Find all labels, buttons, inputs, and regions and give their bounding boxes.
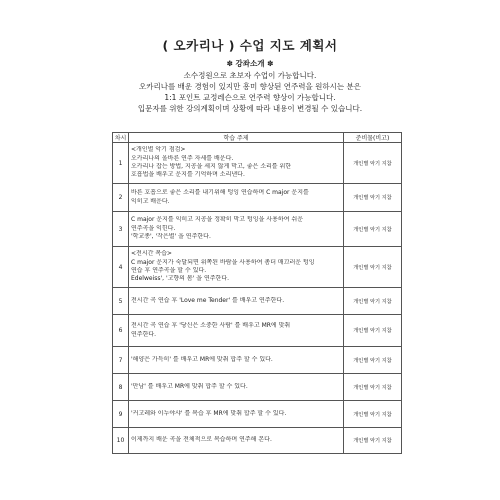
session-number: 10 — [113, 428, 129, 454]
table-row — [113, 143, 402, 184]
topic-line: <개인별 악기 점검> — [131, 146, 186, 154]
topic-line: C major 운지를 익히고 지공을 정확히 막고 텅잉을 사용하여 쉬운 — [131, 216, 303, 224]
session-number: 1 — [113, 143, 129, 184]
session-number: 4 — [113, 247, 129, 288]
session-topic — [129, 143, 344, 184]
session-materials: 개인별 악기 지참 — [344, 374, 402, 401]
intro-line: 오카리나를 배운 경험이 있지만 흥미 향상된 연주력을 원하시는 분은 — [139, 82, 361, 91]
topic-line: 오카리나 잡는 방법, 지공을 세지 않게 막고, 좋은 소리를 위한 — [131, 163, 292, 170]
topic-line: 연주한다. — [131, 330, 157, 338]
table-row — [113, 347, 402, 374]
course-intro — [0, 58, 500, 114]
topic-line: 연주곡을 익힌다. — [131, 224, 176, 232]
session-number: 2 — [113, 184, 129, 212]
session-topic — [129, 428, 344, 454]
topic-line: Edelweiss', '고향의 봄' 을 연주한다. — [131, 275, 230, 283]
header-materials: 준비물(비고) — [344, 133, 402, 143]
session-number: 5 — [113, 288, 129, 315]
topic-line: 바른 호흡으로 좋은 소리를 내기위해 텅잉 연습하며 C major 운지를 — [131, 189, 309, 197]
session-topic — [129, 374, 344, 401]
table-row — [113, 401, 402, 428]
topic-line: '해양은 가득히' 를 배우고 MR에 맞춰 합주 할 수 있다. — [131, 355, 273, 363]
session-topic — [129, 247, 344, 288]
session-number: 9 — [113, 401, 129, 428]
session-materials: 개인별 악기 지참 — [344, 288, 402, 315]
topic-line: '커고레와 이누야샤' 를 복습 후 MR에 맞춰 합주 할 수 있다. — [131, 409, 287, 417]
table-row — [113, 288, 402, 315]
session-topic — [129, 347, 344, 374]
session-number: 3 — [113, 212, 129, 247]
intro-heading: ✽ 강좌소개 ✽ — [226, 59, 274, 68]
table-row — [113, 315, 402, 347]
session-topic — [129, 315, 344, 347]
session-materials: 개인별 악기 지참 — [344, 212, 402, 247]
topic-line: 전시간 곡 연습 후 '당신은 소중한 사람' 를 배우고 MR에 맞춰 — [131, 322, 291, 330]
session-materials: 개인별 악기 지참 — [344, 184, 402, 212]
topic-line: <전시간 복습> — [131, 250, 172, 258]
table-header-row — [113, 133, 402, 143]
session-materials: 개인별 악기 지참 — [344, 315, 402, 347]
intro-line: 1:1 포인트 교정레슨으로 연주력 향상이 가능합니다. — [164, 93, 336, 102]
session-topic — [129, 184, 344, 212]
document-title: ( 오카리나 ) 수업 지도 계획서 — [162, 38, 338, 53]
session-topic — [129, 212, 344, 247]
session-number: 7 — [113, 347, 129, 374]
session-number: 6 — [113, 315, 129, 347]
topic-line: 오카리나의 올바른 연주 자세를 배운다. — [131, 154, 234, 162]
topic-line: 전시간 곡 연습 후 'Love me Tender' 를 배우고 연주한다. — [131, 296, 285, 304]
topic-line: 호흡법을 배우고 운지를 기억하며 소리낸다. — [131, 171, 245, 179]
topic-line: 이제까지 배운 곡을 전체적으로 복습하며 연주해 본다. — [131, 436, 272, 444]
session-materials: 개인별 악기 지참 — [344, 247, 402, 288]
header-session: 차시 — [113, 133, 129, 143]
session-materials: 개인별 악기 지참 — [344, 347, 402, 374]
table-row — [113, 184, 402, 212]
session-topic — [129, 288, 344, 315]
intro-line: 소수정원으로 초보자 수업이 가능합니다. — [183, 71, 317, 80]
topic-line: 연습 후 연주곡을 할 수 있다. — [131, 267, 207, 274]
topic-line: '만남' 를 배우고 MR에 맞춰 합주 할 수 있다. — [131, 382, 248, 390]
table-row — [113, 374, 402, 401]
table-row — [113, 247, 402, 288]
intro-line: 입문자를 위한 강의계획이며 상황에 따라 내용이 변경될 수 있습니다. — [137, 104, 363, 113]
topic-line: C major 운지가 숙달되면 위쪽된 바람을 사용하여 좀더 매끄러운 텅잉 — [131, 258, 315, 266]
table-row — [113, 428, 402, 454]
session-materials: 개인별 악기 지참 — [344, 428, 402, 454]
topic-line: 익히고 배운다. — [131, 197, 170, 205]
topic-line: '학교종', '작은별' 을 연주한다. — [131, 233, 211, 241]
session-materials: 개인별 악기 지참 — [344, 401, 402, 428]
table-row — [113, 212, 402, 247]
session-number: 8 — [113, 374, 129, 401]
lesson-plan-table — [112, 132, 402, 454]
session-topic — [129, 401, 344, 428]
header-topic: 학습 주제 — [129, 133, 344, 143]
session-materials: 개인별 악기 지참 — [344, 143, 402, 184]
